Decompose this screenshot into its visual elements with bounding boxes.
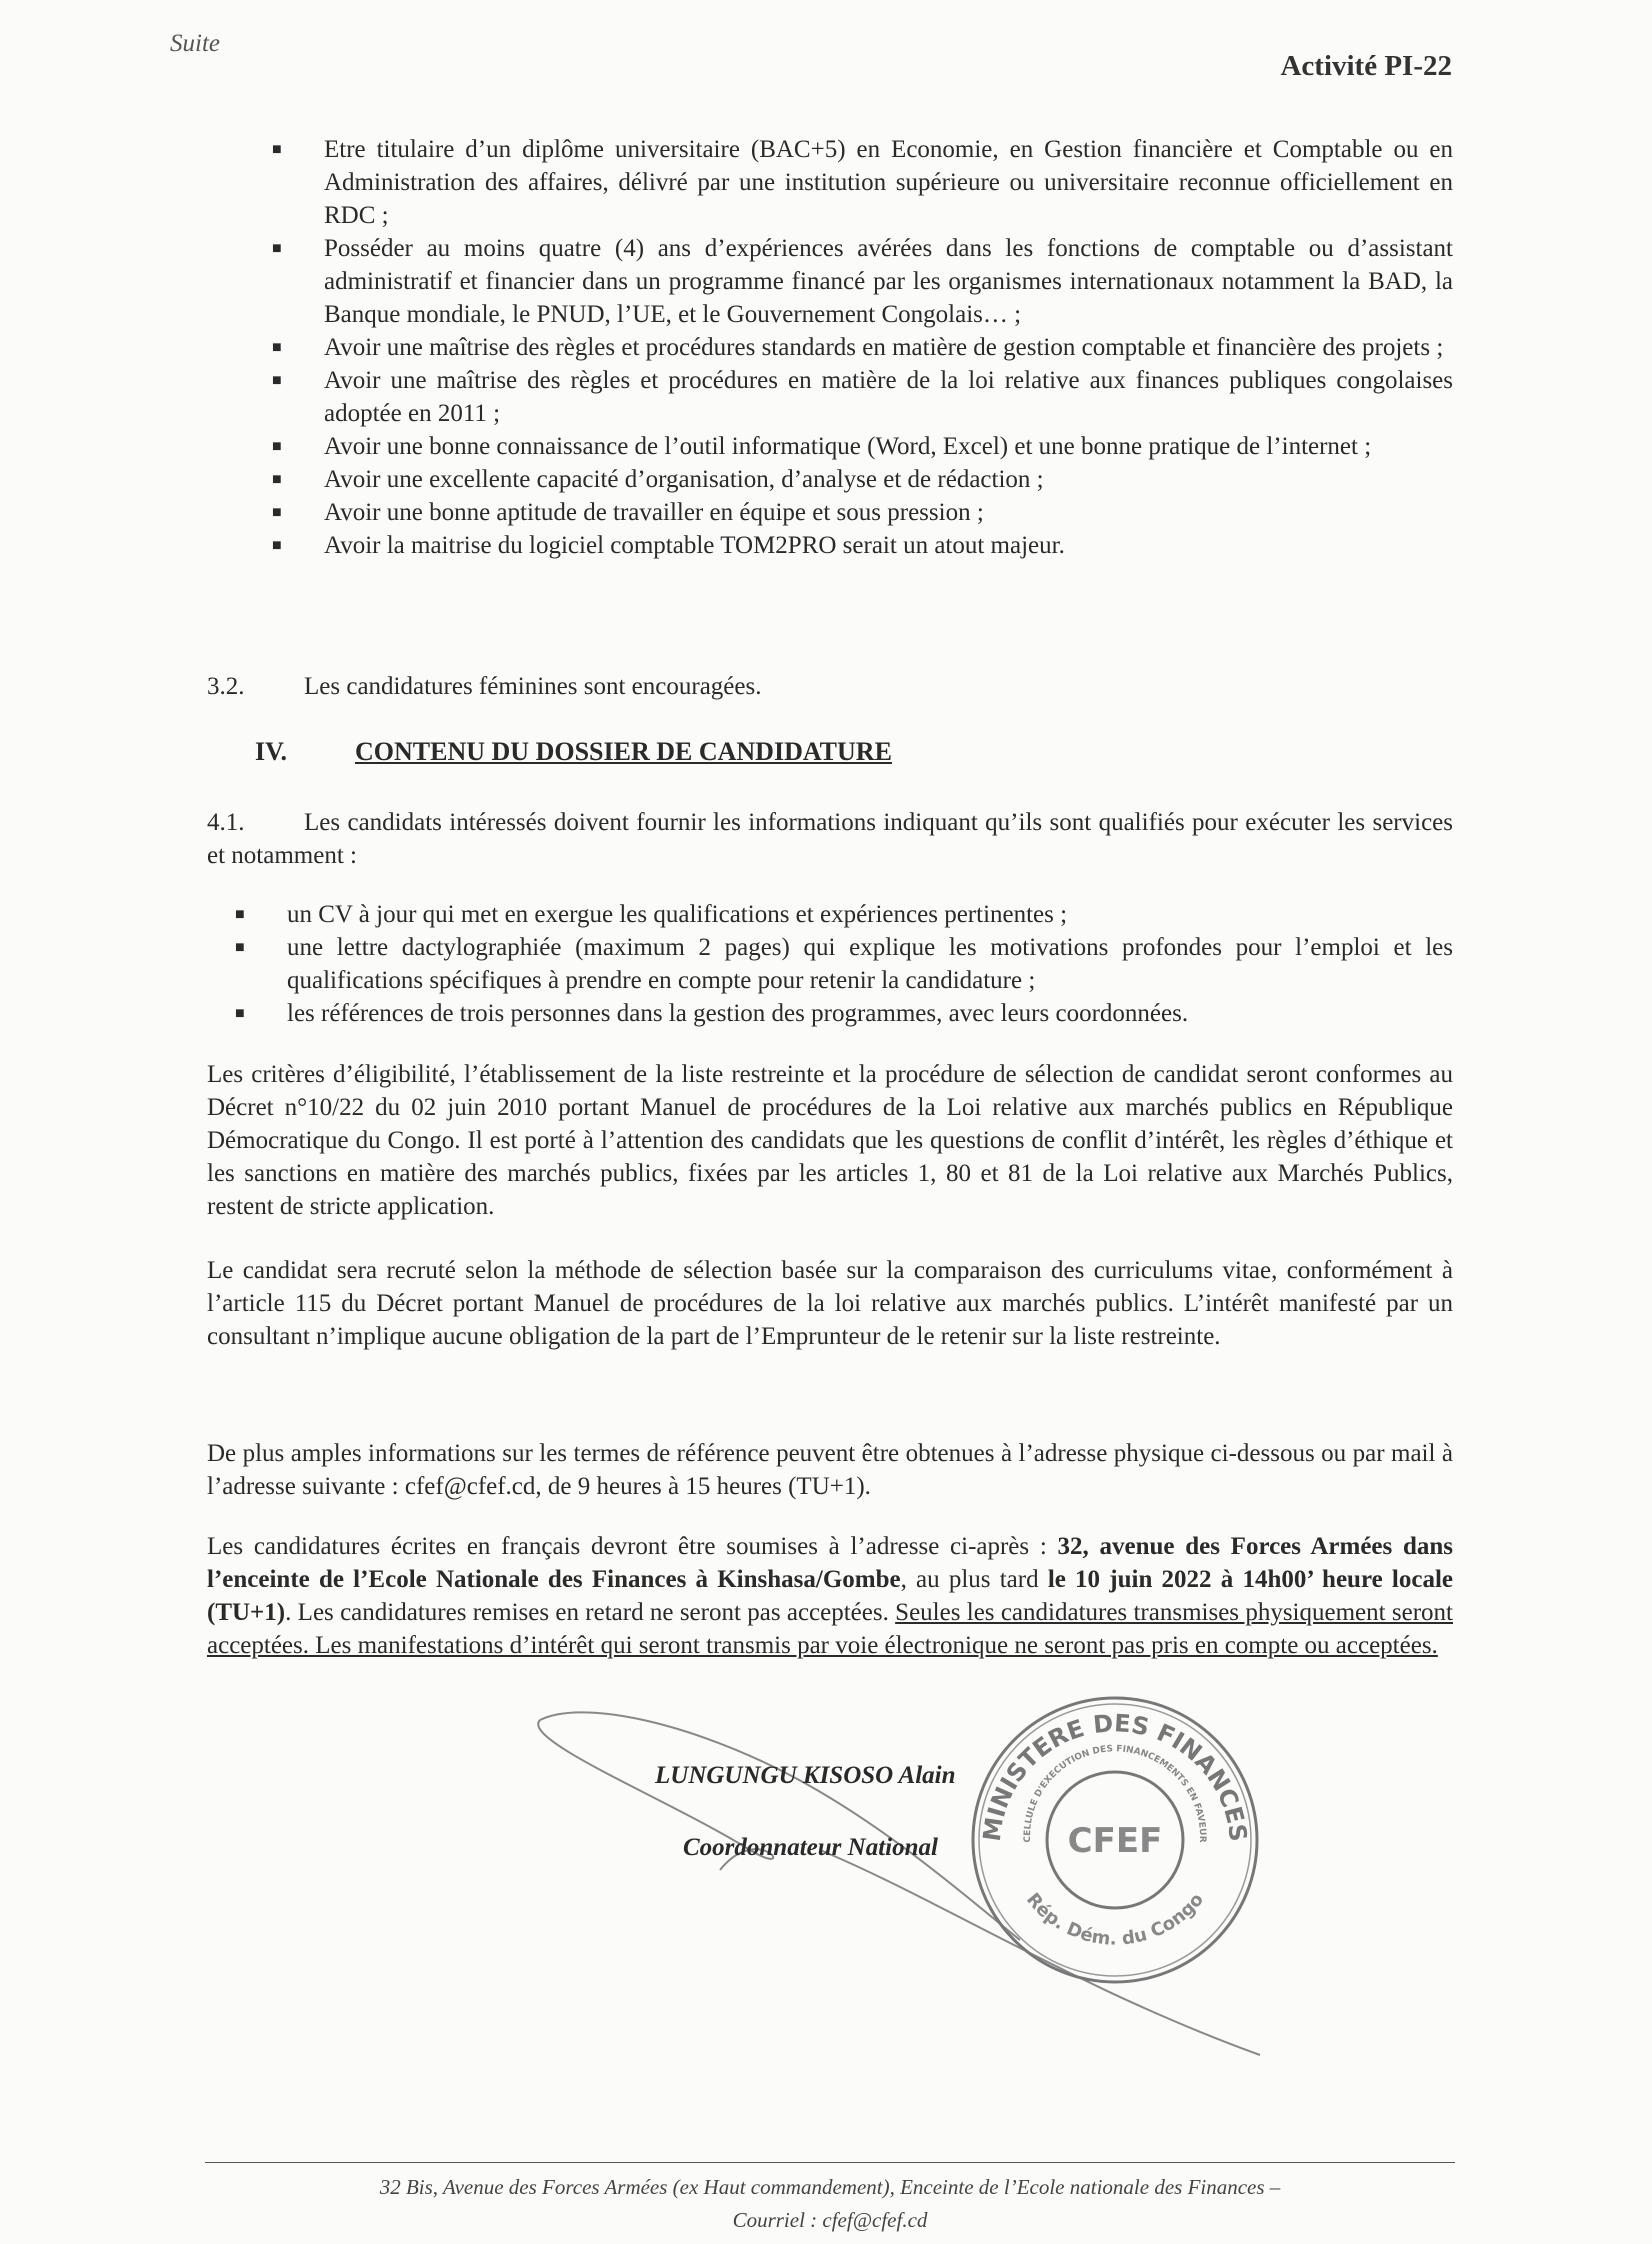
list-item: ■ Avoir une excellente capacité d’organisation, d’analyse et de rédaction ; bbox=[324, 463, 1453, 496]
list-item: ■ Avoir une bonne connaissance de l’outil informatique (Word, Excel) et une bonne pratique de l’internet ; bbox=[324, 430, 1453, 463]
official-stamp bbox=[965, 1690, 1265, 1990]
section-3-2: 3.2. Les candidatures féminines sont encouragées. bbox=[207, 673, 762, 700]
footer-divider bbox=[205, 2162, 1455, 2163]
svg-text:CELLULE D'EXECUTION DES FINANC: CELLULE D'EXECUTION DES FINANCEMENTS EN FAVEUR bbox=[1022, 1744, 1208, 1843]
list-item: ■ Avoir une maîtrise des règles et procédures en matière de la loi relative aux finances publiques congolaises adoptée en 2011 ; bbox=[324, 364, 1453, 430]
selection-paragraph: Le candidat sera recruté selon la méthode de sélection basée sur la comparaison des curriculums vitae, conformément à l’article 115 du Décret portant Manuel de procédures de la loi relative aux marchés publics. L’intérêt manifesté par un consultant n’implique aucune obligation de la part de l’Emprunteur de le retenir sur la liste restreinte. bbox=[207, 1257, 1453, 1350]
bullet-icon: ■ bbox=[272, 141, 282, 158]
list-item: ■ une lettre dactylographiée (maximum 2 pages) qui explique les motivations profondes pour l’emploi et les qualifications spécifiques à prendre en compte pour retenir la candidature ; bbox=[287, 931, 1453, 997]
svg-text:Rép. Dém. du Congo: Rép. Dém. du Congo bbox=[1022, 1889, 1208, 1950]
bullet-icon: ■ bbox=[272, 372, 282, 389]
list-item: ■ Avoir la maitrise du logiciel comptable TOM2PRO serait un atout majeur. bbox=[324, 529, 1453, 562]
list-item: ■ un CV à jour qui met en exergue les qualifications et expériences pertinentes ; bbox=[287, 898, 1453, 931]
requirements-list bbox=[272, 133, 1453, 562]
list-item: ■ Avoir une maîtrise des règles et procédures standards en matière de gestion comptable et financière des projets ; bbox=[324, 331, 1453, 364]
bullet-icon: ■ bbox=[272, 240, 282, 257]
svg-text:MINISTERE DES FINANCES: MINISTERE DES FINANCES bbox=[977, 1709, 1253, 1844]
bullet-icon: ■ bbox=[272, 537, 282, 554]
list-item: ■ les références de trois personnes dans la gestion des programmes, avec leurs coordonnées. bbox=[287, 997, 1453, 1030]
section-4-1: 4.1. Les candidats intéressés doivent fournir les informations indiquant qu’ils sont qualifiés pour exécuter les services et notamment : bbox=[207, 809, 1453, 869]
eligibility-paragraph: Les critères d’éligibilité, l’établissement de la liste restreinte et la procédure de sélection de candidat seront conformes au Décret n°10/22 du 02 juin 2010 portant Manuel de procédures de la Loi relative aux marchés publics en République Démocratique du Congo. Il est porté à l’attention des candidats que les questions de conflit d’intérêt, les règles d’éthique et les sanctions en matière des marchés publics, fixées par les articles 1, 80 et 81 de la Loi relative aux Marchés Publics, restent de stricte application. bbox=[207, 1061, 1453, 1220]
bullet-icon: ■ bbox=[272, 471, 282, 488]
signatory-name: LUNGUNGU KISOSO Alain bbox=[655, 1762, 956, 1789]
footer-email: Courriel : cfef@cfef.cd bbox=[732, 2208, 928, 2232]
bullet-icon: ■ bbox=[272, 438, 282, 455]
footer-address: 32 Bis, Avenue des Forces Armées (ex Haut commandement), Enceinte de l’Ecole nationale des Finances – bbox=[379, 2175, 1281, 2199]
list-item: ■ Posséder au moins quatre (4) ans d’expériences avérées dans les fonctions de comptable ou d’assistant administratif et financier dans un programme financé par les organismes internationaux notamment la BAD, la Banque mondiale, le PNUD, l’UE, et le Gouvernement Congolais… ; bbox=[324, 232, 1453, 331]
information-paragraph: De plus amples informations sur les termes de référence peuvent être obtenues à l’adresse physique ci-dessous ou par mail à l’adresse suivante : cfef@cfef.cd, de 9 heures à 15 heures (TU+1). bbox=[207, 1440, 1453, 1500]
svg-text:CFEF: CFEF bbox=[1067, 1821, 1163, 1861]
list-item: ■ Avoir une bonne aptitude de travailler en équipe et sous pression ; bbox=[324, 496, 1453, 529]
bullet-icon: ■ bbox=[235, 939, 245, 956]
signatory-title: Coordonnateur National bbox=[683, 1834, 938, 1861]
bullet-icon: ■ bbox=[235, 906, 245, 923]
bullet-icon: ■ bbox=[272, 339, 282, 356]
bullet-icon: ■ bbox=[272, 504, 282, 521]
activity-reference: Activité PI-22 bbox=[1280, 50, 1452, 82]
documents-list bbox=[235, 898, 1453, 1030]
section-heading: IV. CONTENU DU DOSSIER DE CANDIDATURE bbox=[255, 737, 892, 766]
list-item: ■ Etre titulaire d’un diplôme universitaire (BAC+5) en Economie, en Gestion financière et Comptable ou en Administration des affaires, délivré par une institution supérieure ou universitaire reconnue officiellement en RDC ; bbox=[324, 133, 1453, 232]
submission-paragraph: Les candidatures écrites en français devront être soumises à l’adresse ci-après : 32, avenue des Forces Armées dans l’enceinte de l’Ecole Nationale des Finances à Kinshasa/Gombe, au plus tard le 10 juin 2022 à 14h00’ heure locale (TU+1). Les candidatures remises en retard ne seront pas acceptées. Seules les candidatures transmises physiquement seront acceptées. Les manifestations d’intérêt qui seront transmis par voie électronique ne seront pas pris en compte ou acceptées. bbox=[207, 1533, 1454, 1659]
bullet-icon: ■ bbox=[235, 1005, 245, 1022]
continuation-label: Suite bbox=[170, 30, 220, 57]
